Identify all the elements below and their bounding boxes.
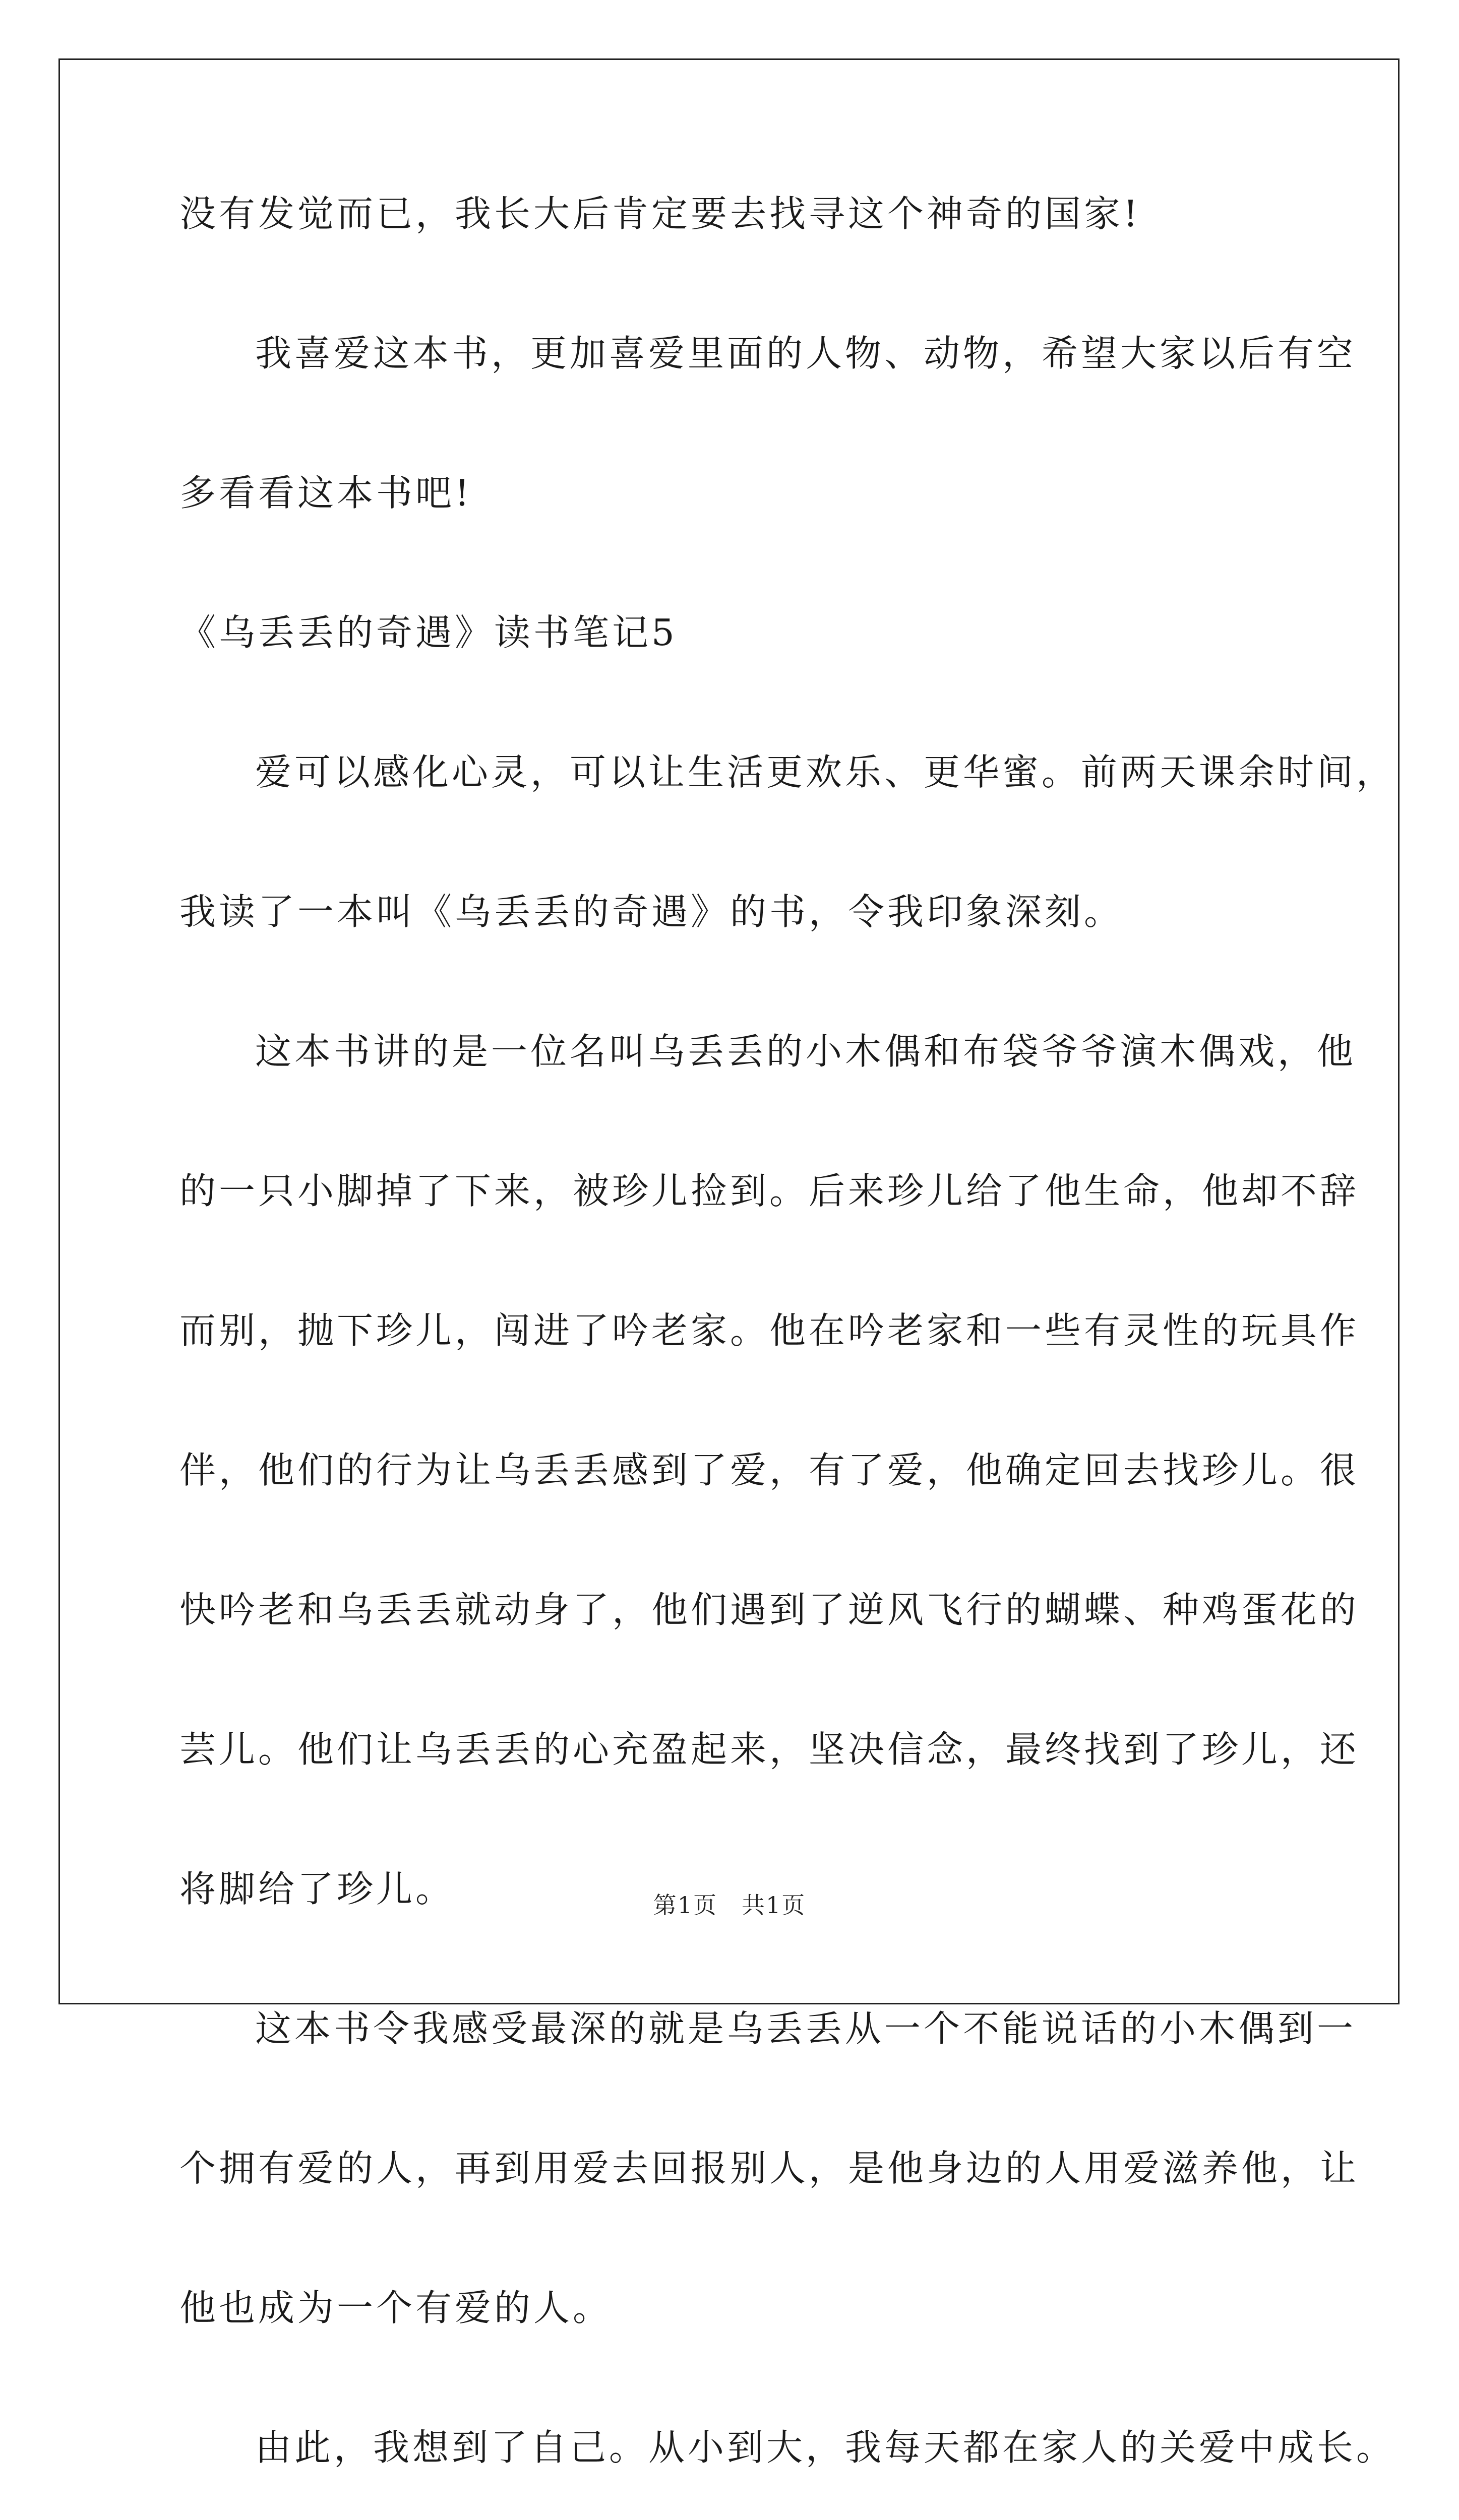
document-body xyxy=(179,191,1396,2520)
text-line: 快吟老和乌丢丢就动身了，他们遇到了逆风飞行的蝴蝶、种鸡蛋花的 xyxy=(179,1589,1360,1631)
text-line: 他也成为一个有爱的人。 xyxy=(179,2287,613,2329)
text-line: 这本书讲的是一位名叫乌丢丢的小木偶和布袋爷爷演木偶戏，他 xyxy=(255,1030,1357,1073)
text-line: 爱可以感化心灵，可以让生活更欢乐、更华蜜。前两天课余时间， xyxy=(255,751,1396,793)
text-line: 没有发觉而已，我长大后肯定要去找寻这个神奇的国家! xyxy=(179,193,1141,235)
page-number-footer: 第1页 共1页 xyxy=(653,1892,806,1919)
text-line: 伴，他们的行为让乌丢丢感到了爱，有了爱，他确定回去找珍儿。很 xyxy=(179,1449,1360,1491)
text-line: 芸儿。他们让乌丢丢的心充盈起来，坚决信念，最终找到了珍儿，还 xyxy=(179,1728,1360,1771)
text-line: 由此，我想到了自己。从小到大，我每天都在家人的关爱中成长。 xyxy=(255,2426,1396,2469)
text-line: 我读了一本叫《乌丢丢的奇遇》的书，令我印象深刻。 xyxy=(179,891,1124,933)
text-line: 而别，抛下珍儿，闯进了吟老家。他在吟老家和一些有灵性的玩具作 xyxy=(179,1309,1360,1352)
text-line: 多看看这本书吧! xyxy=(179,472,472,514)
text-line: 的一只小脚掉了下来，被珍儿捡到。后来珍儿给了他生命，他却不辞 xyxy=(179,1170,1360,1212)
text-line: 我喜爱这本书，更加喜爱里面的人物、动物，希望大家以后有空 xyxy=(255,332,1357,374)
text-line: 个拥有爱的人，再到用爱去回报别人，是他身边的人用爱滋养他，让 xyxy=(179,2147,1360,2189)
text-line: 将脚给了珍儿。 xyxy=(179,1868,455,1910)
text-line: 这本书令我感受最深的就是乌丢丢从一个不能说话的小木偶到一 xyxy=(255,2007,1357,2050)
section-heading: 《乌丢丢的奇遇》读书笔记5 xyxy=(179,611,678,654)
